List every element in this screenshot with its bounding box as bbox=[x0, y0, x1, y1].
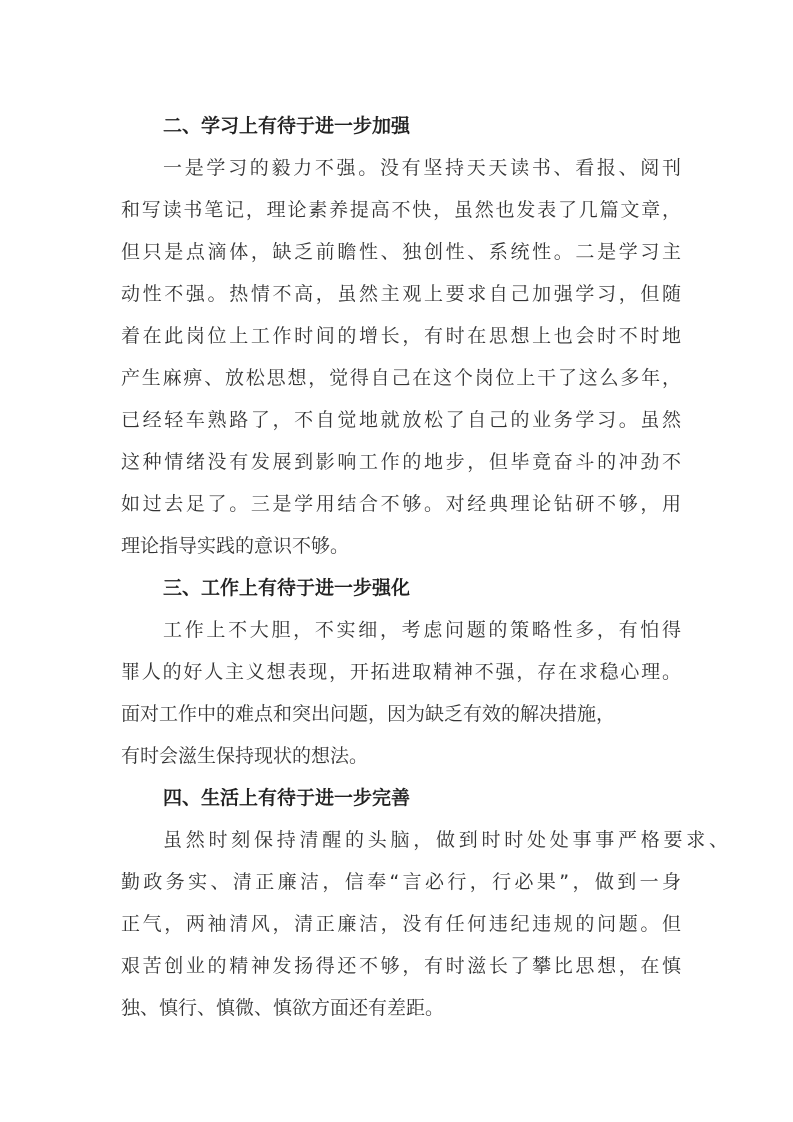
paragraph-line: 有时会滋生保持现状的想法。 bbox=[121, 745, 369, 767]
paragraph-line: 和写读书笔记，理论素养提高不快，虽然也发表了几篇文章， bbox=[121, 199, 681, 221]
section-heading: 二、学习上有待于进一步加强 bbox=[163, 115, 411, 137]
paragraph-line: 动性不强。热情不高，虽然主观上要求自己加强学习，但随 bbox=[121, 283, 681, 305]
paragraph-line: 产生麻痹、放松思想，觉得自己在这个岗位上干了这么多年， bbox=[121, 367, 681, 389]
paragraph-line: 艰苦创业的精神发扬得还不够，有时滋长了攀比思想，在慎 bbox=[121, 955, 681, 977]
paragraph-line: 工作上不大胆，不实细，考虑问题的策略性多，有怕得 bbox=[163, 619, 681, 641]
paragraph-line: 这种情绪没有发展到影响工作的地步，但毕竟奋斗的冲劲不 bbox=[121, 451, 681, 473]
paragraph-line: 面对工作中的难点和突出问题，因为缺乏有效的解决措施， bbox=[121, 703, 616, 725]
section-heading: 四、生活上有待于进一步完善 bbox=[163, 787, 411, 809]
paragraph-line: 勤政务实、清正廉洁，信奉“言必行，行必果”，做到一身 bbox=[121, 871, 681, 893]
paragraph-line: 一是学习的毅力不强。没有坚持天天读书、看报、阅刊 bbox=[163, 157, 681, 179]
paragraph-line: 如过去足了。三是学用结合不够。对经典理论钻研不够，用 bbox=[121, 493, 681, 515]
paragraph-line: 但只是点滴体，缺乏前瞻性、独创性、系统性。二是学习主 bbox=[121, 241, 681, 263]
paragraph-line: 着在此岗位上工作时间的增长，有时在思想上也会时不时地 bbox=[121, 325, 681, 347]
paragraph-line: 独、慎行、慎微、慎欲方面还有差距。 bbox=[121, 997, 445, 1019]
paragraph-line: 虽然时刻保持清醒的头脑，做到时时处处事事严格要求、 bbox=[163, 829, 728, 851]
paragraph-line: 正气，两袖清风，清正廉洁，没有任何违纪违规的问题。但 bbox=[121, 913, 681, 935]
paragraph-line: 已经轻车熟路了，不自觉地就放松了自己的业务学习。虽然 bbox=[121, 409, 681, 431]
paragraph-line: 罪人的好人主义想表现，开拓进取精神不强，存在求稳心理。 bbox=[121, 661, 681, 683]
paragraph-line: 理论指导实践的意识不够。 bbox=[121, 535, 350, 557]
section-heading: 三、工作上有待于进一步强化 bbox=[163, 577, 411, 599]
